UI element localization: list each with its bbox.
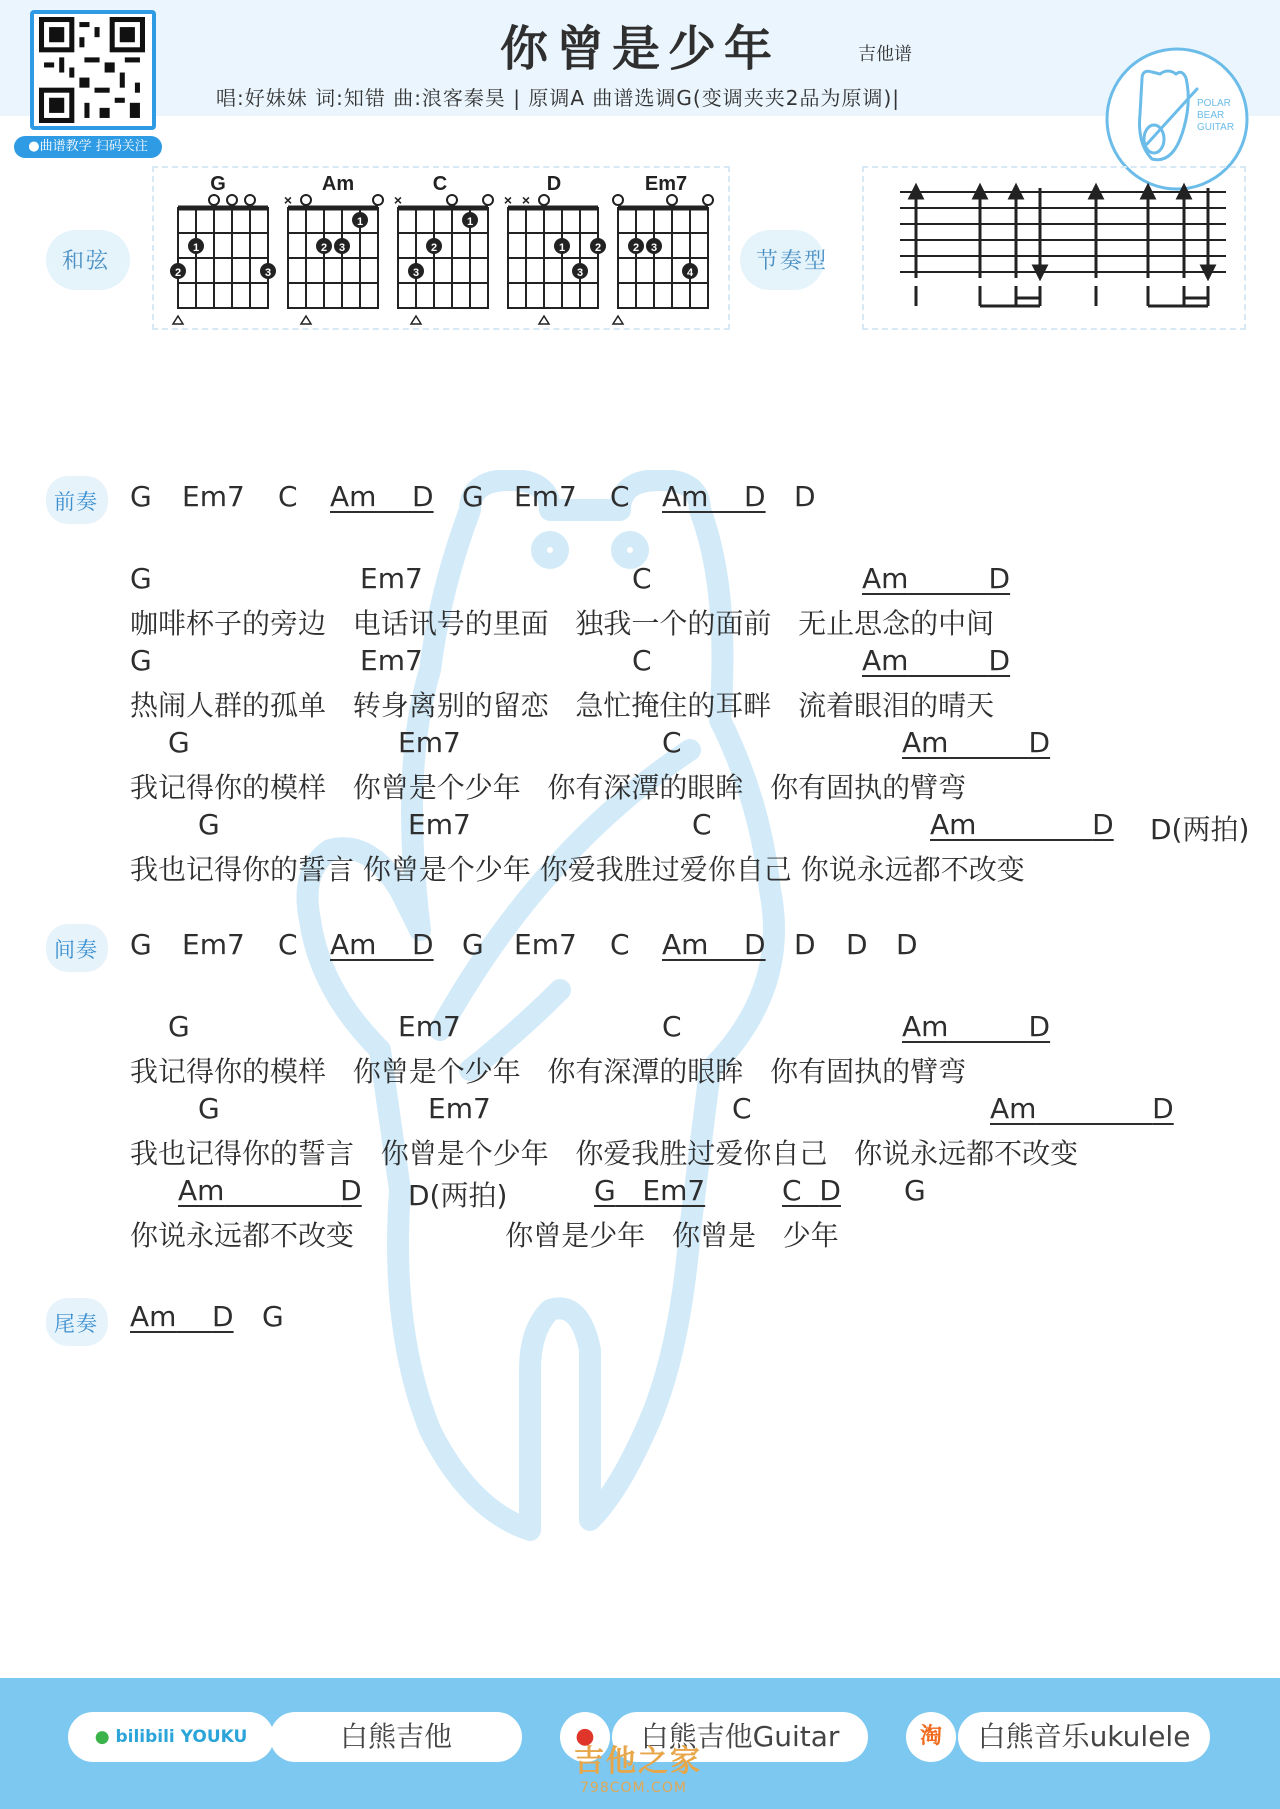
- chord: G: [168, 1010, 190, 1043]
- chord: Am D: [862, 644, 1011, 677]
- chord: D: [794, 928, 816, 961]
- svg-text:D: D: [546, 173, 562, 195]
- wechat-icon: ●: [94, 1727, 110, 1747]
- chord: G: [904, 1174, 926, 1207]
- chord: G: [462, 480, 484, 513]
- chord: Am D: [930, 808, 1114, 841]
- chord-diagram-c: [394, 173, 493, 324]
- chord: Am D: [662, 928, 766, 961]
- chord: G: [168, 726, 190, 759]
- svg-text:3: 3: [412, 267, 420, 279]
- video-sites-badge[interactable]: ● bilibili YOUKU: [68, 1712, 274, 1762]
- lyric-line: 咖啡杯子的旁边 电话讯号的里面 独我一个的面前 无止思念的中间: [130, 607, 995, 640]
- chord: G: [130, 644, 152, 677]
- chord: Am D: [130, 1300, 234, 1333]
- svg-text:G: G: [210, 173, 226, 195]
- lyric-line: 我记得你的模样 你曾是个少年 你有深潭的眼眸 你有固执的臂弯: [130, 1055, 967, 1088]
- lyric-line: 你说永远都不改变 你曾是少年 你曾是 少年: [130, 1219, 839, 1252]
- chord: G: [130, 480, 152, 513]
- svg-text:×: ×: [393, 192, 403, 208]
- chord: G: [130, 562, 152, 595]
- lyric-line: 我也记得你的誓言 你曾是个少年 你爱我胜过爱你自己 你说永远都不改变: [130, 853, 1025, 886]
- chord: Em7: [514, 480, 577, 513]
- bear-watermark-illustration: [290, 470, 850, 1620]
- chord: Em7: [398, 726, 461, 759]
- svg-text:1: 1: [558, 242, 566, 254]
- chord: Em7: [428, 1092, 491, 1125]
- qr-code-icon: [37, 17, 147, 123]
- svg-text:1: 1: [466, 216, 474, 228]
- svg-text:3: 3: [576, 267, 584, 279]
- outro-label: 尾奏: [54, 1308, 98, 1338]
- svg-text:×: ×: [521, 192, 531, 208]
- chord: Em7: [182, 480, 245, 513]
- svg-text:2: 2: [320, 242, 328, 254]
- chord-diagram-d: [504, 173, 606, 324]
- channel-baixiong-guitar[interactable]: 白熊吉他: [270, 1712, 522, 1762]
- svg-text:2: 2: [174, 267, 182, 279]
- chord: C: [732, 1092, 752, 1125]
- chord: Am D: [902, 1010, 1051, 1043]
- chord: Em7: [182, 928, 245, 961]
- chord: C: [610, 480, 630, 513]
- svg-text:1: 1: [356, 216, 364, 228]
- svg-text:4: 4: [686, 267, 694, 279]
- chord: Am D: [902, 726, 1051, 759]
- svg-text:3: 3: [264, 267, 272, 279]
- rhythm-section-label: 节奏型: [756, 244, 828, 275]
- chord: D(两拍): [1150, 813, 1250, 846]
- chord: Em7: [408, 808, 471, 841]
- qr-code[interactable]: [30, 10, 156, 130]
- chord: Am D: [330, 480, 434, 513]
- svg-text:2: 2: [430, 242, 438, 254]
- svg-text:BEAR: BEAR: [1197, 110, 1225, 121]
- chord-diagram-em7: [613, 173, 713, 324]
- chord: G Em7: [594, 1174, 706, 1207]
- svg-text:3: 3: [338, 242, 346, 254]
- chord: Am D: [990, 1092, 1174, 1125]
- page-subtitle: 吉他谱: [858, 44, 912, 65]
- lyric-line: 热闹人群的孤单 转身离别的留恋 急忙掩住的耳畔 流着眼泪的晴天: [130, 689, 995, 722]
- chord: C: [662, 1010, 682, 1043]
- interlude-label: 间奏: [54, 934, 98, 964]
- chord-diagrams: [154, 168, 728, 328]
- svg-text:2: 2: [632, 242, 640, 254]
- chord: G: [198, 1092, 220, 1125]
- chord: C: [692, 808, 712, 841]
- chord: Am D: [662, 480, 766, 513]
- site-watermark-url: 798COM.COM: [580, 1780, 687, 1796]
- chord: Em7: [360, 644, 423, 677]
- svg-text:×: ×: [283, 192, 293, 208]
- chord: D: [794, 480, 816, 513]
- chord: G: [130, 928, 152, 961]
- chord: D: [896, 928, 918, 961]
- chord: Em7: [398, 1010, 461, 1043]
- chord: C: [632, 562, 652, 595]
- chord-diagrams-box: [152, 166, 730, 330]
- chord-diagram-am: [284, 173, 383, 324]
- intro-label: 前奏: [54, 486, 98, 516]
- svg-text:GUITAR: GUITAR: [1197, 122, 1235, 133]
- svg-text:C: C: [432, 173, 448, 195]
- svg-text:POLAR: POLAR: [1197, 98, 1231, 109]
- chord: C: [632, 644, 652, 677]
- chord: Am D: [178, 1174, 362, 1207]
- channel-baixiong-guitar-weibo[interactable]: 白熊吉他Guitar: [612, 1712, 868, 1762]
- taobao-icon[interactable]: 淘: [906, 1712, 956, 1762]
- chord: Am D: [862, 562, 1011, 595]
- qr-caption: ●曲谱教学 扫码关注: [14, 136, 162, 158]
- chord: C D: [782, 1174, 841, 1207]
- chord: C: [610, 928, 630, 961]
- chord: C: [278, 928, 298, 961]
- lyric-line: 我记得你的模样 你曾是个少年 你有深潭的眼眸 你有固执的臂弯: [130, 771, 967, 804]
- svg-text:Em7: Em7: [644, 173, 688, 195]
- weibo-icon[interactable]: ●: [560, 1712, 610, 1762]
- channel-baixiong-ukulele[interactable]: 白熊音乐ukulele: [958, 1712, 1210, 1762]
- chord: D(两拍): [408, 1179, 508, 1212]
- song-credits: 唱:好妹妹 词:知错 曲:浪客秦昊 | 原调A 曲谱选调G(变调夹夹2品为原调)|: [216, 86, 900, 110]
- svg-text:1: 1: [192, 242, 200, 254]
- chord: G: [262, 1300, 284, 1333]
- page-title: 你曾是少年: [499, 21, 780, 77]
- site-watermark: 吉他之家: [574, 1744, 702, 1779]
- chord-diagram-g: [170, 173, 276, 324]
- svg-text:×: ×: [503, 192, 513, 208]
- strum-pattern-box: [862, 166, 1246, 330]
- svg-text:2: 2: [594, 242, 602, 254]
- chords-section-label: 和弦: [62, 244, 110, 275]
- chord: G: [462, 928, 484, 961]
- chord: Em7: [360, 562, 423, 595]
- strum-pattern: [864, 168, 1244, 328]
- chord: Am D: [330, 928, 434, 961]
- svg-text:3: 3: [650, 242, 658, 254]
- chord: C: [662, 726, 682, 759]
- chord: G: [198, 808, 220, 841]
- lyric-line: 我也记得你的誓言 你曾是个少年 你爱我胜过爱你自己 你说永远都不改变: [130, 1137, 1079, 1170]
- svg-text:Am: Am: [321, 173, 355, 195]
- chord: D: [846, 928, 868, 961]
- chord: Em7: [514, 928, 577, 961]
- chord: C: [278, 480, 298, 513]
